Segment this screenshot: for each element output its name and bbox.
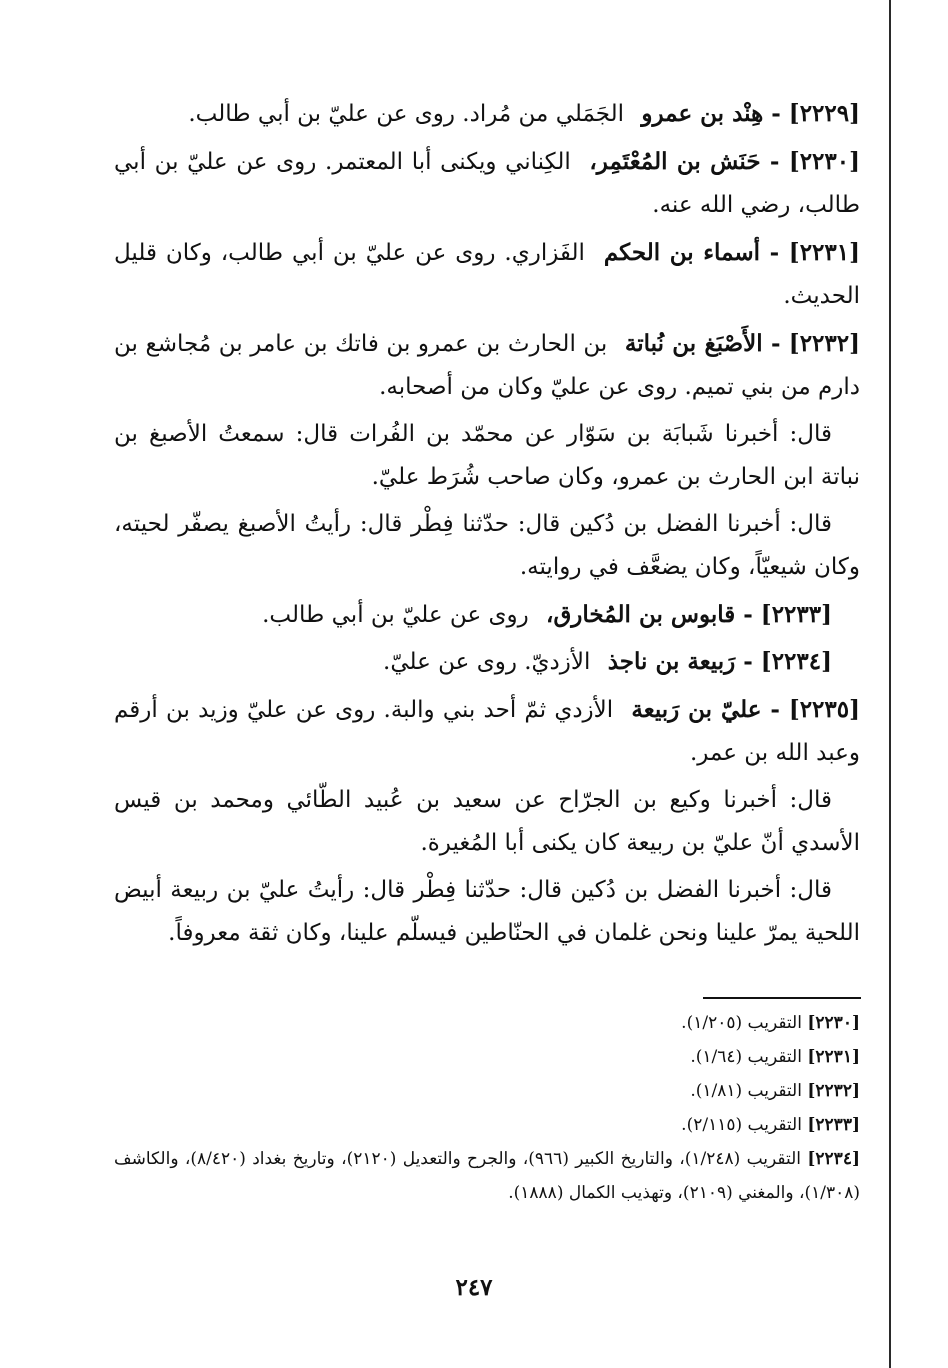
- footnote: [114, 1108, 860, 1142]
- entry-number: [٢٢٣١] -: [760, 238, 860, 266]
- entry-text: بن الحارث بن عمرو بن فاتك بن عامر بن مُجاشع بن دارم من بني تميم. روى عن عليّ وكان من أصحابه.: [114, 330, 860, 400]
- footnote-text: التقريب (١/٢٠٥).: [681, 1013, 808, 1033]
- entry-2233: [114, 593, 860, 638]
- page-number: ٢٤٧: [455, 1274, 493, 1301]
- entry-number: [٢٢٣٢] -: [762, 329, 861, 357]
- entry-2230: [114, 140, 860, 228]
- entry-name: الأَصْبَغ بن نُباتة: [624, 329, 763, 357]
- entry-text: الجَمَلي من مُراد. روى عن عليّ بن أبي طالب.: [188, 101, 625, 127]
- footnote-number: [٢٢٣٢]: [807, 1081, 860, 1101]
- narration-paragraph: قال: أخبرنا الفضل بن دُكين قال: حدّثنا فِطْر قال: رأيتُ عليّ بن ربيعة أبيض اللحية يمرّ علينا ونحن غلمان في الحنّاطين فيسلّم علينا، وكان ثقة معروفاً.: [114, 876, 860, 946]
- footnote-text: التقريب (٢/١١٥).: [681, 1115, 808, 1135]
- entry-2231: [114, 231, 860, 319]
- footnotes: [114, 1006, 860, 1210]
- main-text: [114, 92, 860, 959]
- entry-name: رَبيعة بن ناجذ: [607, 648, 736, 675]
- entry-2234: [114, 640, 860, 685]
- entry-number: [٢٢٣٠] -: [760, 147, 861, 175]
- entry-number: [٢٢٣٣] -: [735, 600, 832, 628]
- narration-paragraph: قال: أخبرنا شَبابَة بن سَوّار عن محمّد بن الفُرات قال: سمعتُ الأصبغ بن نباتة ابن الحارث بن عمرو، وكان صاحب شُرَط عليّ.: [114, 420, 860, 490]
- footnote-number: [٢٢٣٠]: [807, 1013, 860, 1033]
- footnote-text: التقريب (١/٦٤).: [690, 1047, 808, 1067]
- entry-text: روى عن عليّ بن أبي طالب.: [262, 601, 529, 628]
- footnote-number: [٢٢٣٣]: [807, 1115, 860, 1135]
- entry-number: [٢٢٣٥] -: [761, 695, 861, 723]
- page-edge-rule: [889, 0, 891, 1368]
- narration-paragraph: قال: أخبرنا وكيع بن الجرّاح عن سعيد بن عُبيد الطّائي ومحمد بن قيس الأسدي أنّ عليّ بن ربيعة كان يكنى أبا المُغيرة.: [114, 786, 860, 856]
- footnote: [114, 1006, 860, 1040]
- entry-name: هِنْد بن عمرو: [641, 100, 764, 127]
- entry-number: [٢٢٣٤] -: [735, 648, 832, 675]
- entry-name: أسماء بن الحكم: [603, 238, 761, 266]
- entry-text: الفَزاري. روى عن عليّ بن أبي طالب، وكان قليل الحديث.: [114, 239, 860, 309]
- footnote-divider: [703, 997, 861, 999]
- footnote-text: التقريب (١/٨١).: [690, 1081, 808, 1101]
- entry-number: [٢٢٢٩] -: [763, 100, 860, 127]
- footnote: [114, 1074, 860, 1108]
- footnote: [114, 1040, 860, 1074]
- entry-text: الأزديّ. روى عن عليّ.: [383, 649, 591, 675]
- entry-text: الكِناني ويكنى أبا المعتمر. روى عن عليّ بن أبي طالب، رضي الله عنه.: [114, 148, 860, 218]
- footnote-text: التقريب (١/٢٤٨)، والتاريخ الكبير (٩٦٦)، والجرح والتعديل (٢١٢٠)، وتاريخ بغداد (٨/٤٢٠)، والكاشف (١/٣٠٨)، والمغني (٢١٠٩)، وتهذيب الكمال (١٨٨٨).: [114, 1149, 860, 1203]
- entry-2229: [114, 92, 860, 137]
- entry-name: قابوس بن المُخارق،: [546, 600, 736, 628]
- entry-text: الأزدي ثمّ أحد بني والبة. روى عن عليّ وزيد بن أرقم وعبد الله بن عمر.: [114, 696, 860, 766]
- entry-name: عليّ بن رَبيعة: [631, 695, 762, 723]
- entry-name: حَنَش بن المُعْتَمِر،: [589, 147, 761, 175]
- footnote: [114, 1142, 860, 1210]
- footnote-number: [٢٢٣١]: [807, 1047, 860, 1067]
- footnote-number: [٢٢٣٤]: [807, 1149, 860, 1169]
- entry-2235: [114, 688, 860, 776]
- narration-paragraph: قال: أخبرنا الفضل بن دُكين قال: حدّثنا فِطْر قال: رأيتُ الأصبغ يصفّر لحيته، وكان شيعيّاً، وكان يضعَّف في روايته.: [114, 510, 860, 580]
- entry-2232: [114, 322, 860, 410]
